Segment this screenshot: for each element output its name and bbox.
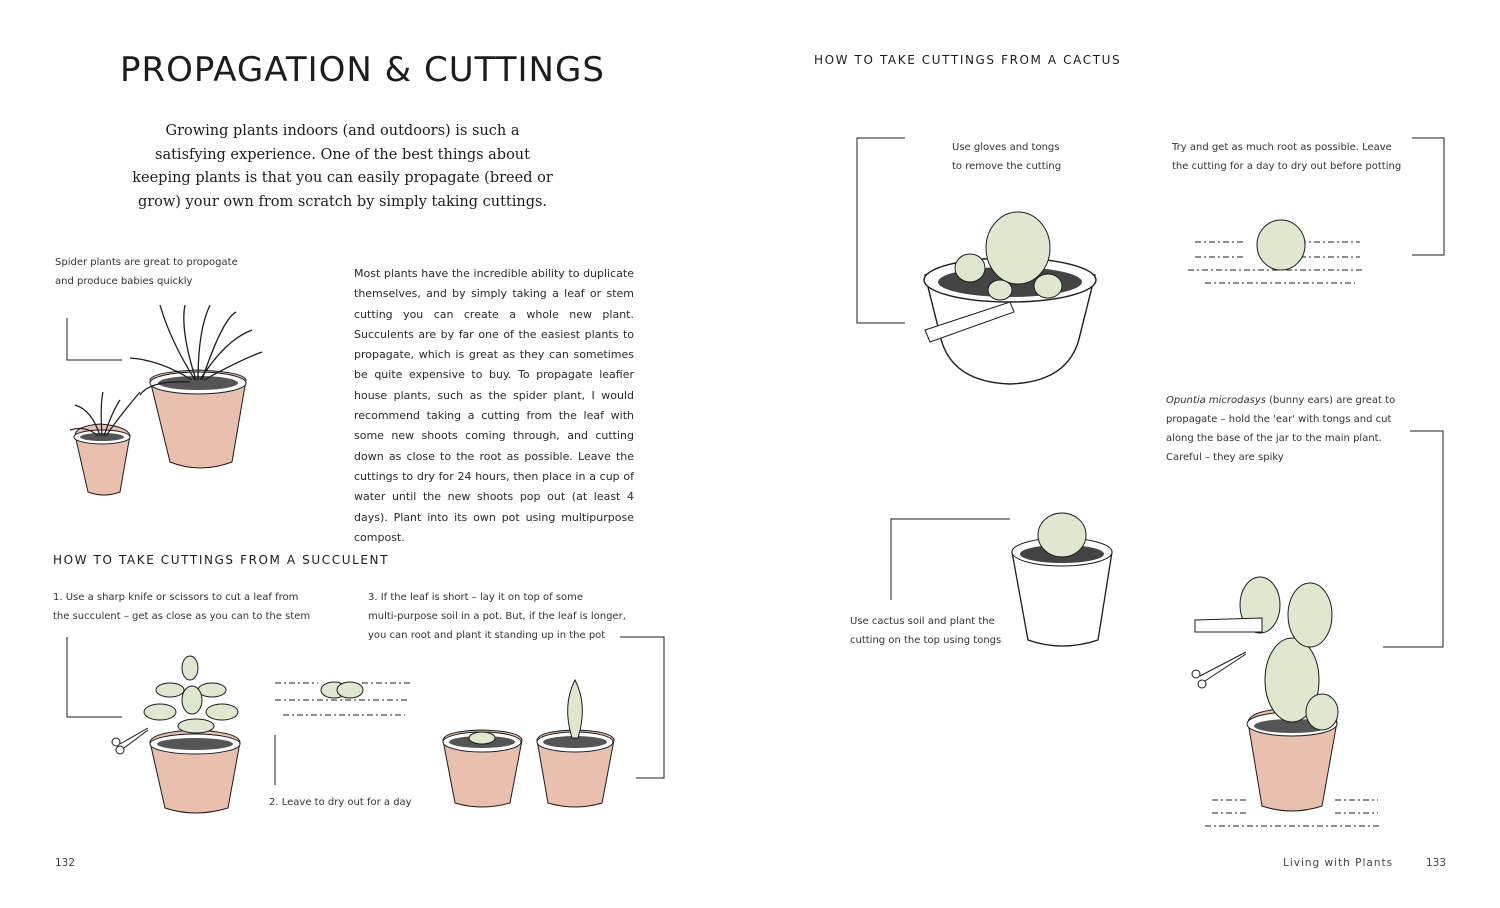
opuntia-scissors-icon [1192,652,1246,688]
step3-line-2: multi-purpose soil in a pot. But, if the leaf is longer, [368,611,626,622]
opuntia-line-1-rest: (bunny ears) are great to [1265,395,1396,406]
opuntia-caption [1166,391,1395,467]
step3-leader-line [620,637,664,778]
cactus-bowl-illustration [924,212,1096,384]
opuntia-line-2: propagate – hold the 'ear' with tongs and cut [1166,414,1392,425]
opuntia-species-name: Opuntia microdasys [1166,395,1266,406]
page-title: PROPAGATION & CUTTINGS [120,50,605,90]
spider-plant-large-illustration [130,305,262,468]
opuntia-line-4: Careful – they are spiky [1166,452,1284,463]
soil-leader-line [891,519,1010,600]
step2-caption: 2. Leave to dry out for a day [269,797,412,808]
gloves-leader-line [857,138,905,323]
spider-leader-line [67,318,122,360]
root-caption [1172,138,1401,176]
succulent-heading: HOW TO TAKE CUTTINGS FROM A SUCCULENT [53,553,390,567]
root-line-1: Try and get as much root as possible. Leave [1172,142,1392,153]
soil-line-2: cutting on the top using tongs [850,635,1002,646]
spider-plant-caption [55,253,238,291]
step3-line-3: you can root and plant it standing up in the pot [368,630,606,641]
opuntia-illustration [1192,577,1382,826]
right-page-number: 133 [1426,857,1447,869]
left-page-number: 132 [55,857,76,869]
step3-line-1: 3. If the leaf is short – lay it on top of some [368,592,584,603]
step1-caption [53,588,310,626]
opuntia-line-3: along the base of the jar to the main plant. [1166,433,1382,444]
cactus-soil-caption [850,612,1001,650]
root-line-2: the cutting for a day to dry out before potting [1172,161,1402,172]
gloves-line-1: Use gloves and tongs [952,142,1060,153]
drying-cactus-illustration [1188,220,1365,283]
succulent-step1-illustration [112,656,240,813]
gloves-line-2: to remove the cutting [952,161,1062,172]
potted-cactus-illustration [1012,513,1112,646]
intro-paragraph: Growing plants indoors (and outdoors) is such a satisfying experience. One of the best things about keeping plants is that you can easily propagate (breed or grow) your own from scratch by simply taking cuttings. [132,123,553,210]
spider-caption-line-2: and produce babies quickly [55,276,193,287]
step1-line-1: 1. Use a sharp knife or scissors to cut a leaf from [53,592,299,603]
soil-line-1: Use cactus soil and plant the [850,616,995,627]
spider-caption-line-1: Spider plants are great to propogate [55,257,238,268]
step1-leader-line [67,637,122,717]
drying-leaves-illustration [275,682,410,715]
gloves-caption [952,138,1061,176]
scissors-icon [112,728,148,754]
root-leader-line [1412,138,1444,255]
footer-book-title: Living with Plants [1283,857,1394,869]
step3-caption [368,588,626,645]
cactus-heading: HOW TO TAKE CUTTINGS FROM A CACTUS [814,53,1122,67]
succulent-step3-illustration [443,680,614,807]
opuntia-line-1 [1166,391,1395,410]
spider-plant-small-illustration [70,392,140,495]
step1-line-2: the succulent – get as close as you can to the stem [53,611,311,622]
body-paragraph: Most plants have the incredible ability to duplicate themselves, and by simply taking a leaf or stem cutting you can create a whole new plant. Succulents are by far one of the easiest plants to propagate, which is great as they can sometimes be quite expensive to buy. To propagate leafier house plants, such as the spider plant, I would recommend taking a cutting from the leaf with some new shoots coming through, and cutting down as close to the root as possible. Leave the cuttings to dry for 24 hours, then place in a cup of water until the new shoots pop out (at least 4 days). Plant into its own pot using multipurpose compost. [354,267,634,544]
